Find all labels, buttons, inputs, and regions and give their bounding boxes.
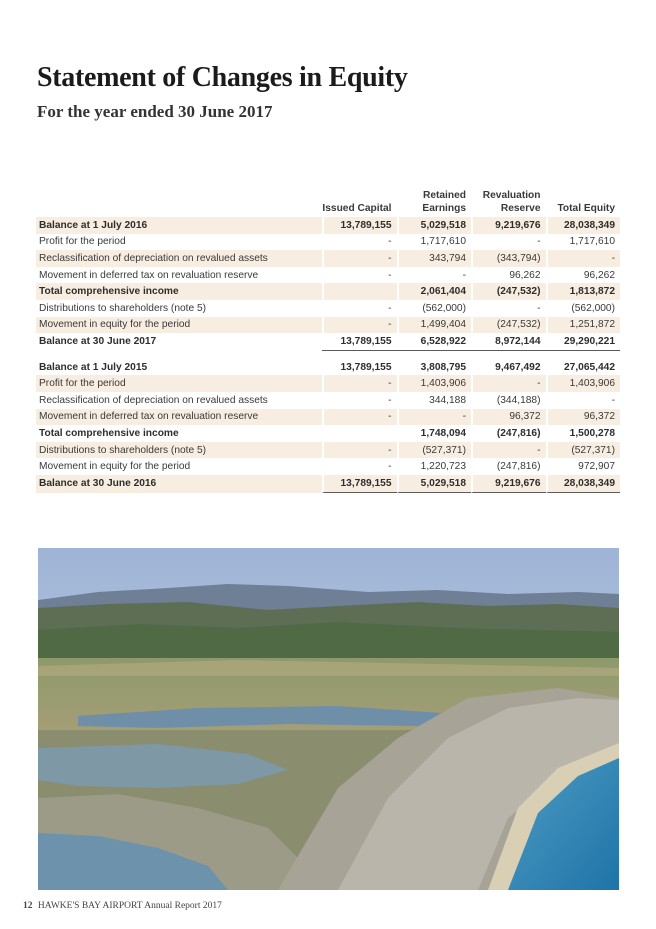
row-label: Balance at 30 June 2017 [39, 336, 157, 348]
value-cell: (527,371) [546, 442, 621, 459]
column-header-line: Earnings [422, 203, 466, 214]
section-spacer [36, 351, 620, 359]
column-header [322, 188, 397, 217]
value-cell: 972,907 [578, 461, 615, 473]
table-row [36, 333, 620, 351]
row-label: Balance at 1 July 2016 [36, 217, 322, 234]
page-title: Statement of Changes in Equity [37, 62, 408, 93]
value-cell: 28,038,349 [546, 475, 621, 493]
value-cell: - [462, 269, 466, 281]
value-cell: 1,813,872 [546, 283, 621, 300]
value-cell [322, 283, 397, 300]
table-row [36, 392, 620, 409]
row-label: Movement in equity for the period [36, 317, 322, 334]
value-cell: 9,219,676 [471, 475, 546, 493]
value-cell: - [388, 269, 392, 281]
value-cell: - [611, 394, 615, 406]
table-row [36, 458, 620, 475]
row-label: Movement in deferred tax on revaluation reserve [36, 409, 322, 426]
value-cell: 27,065,442 [564, 361, 615, 373]
value-cell: (562,000) [422, 302, 466, 314]
value-cell: 96,372 [546, 409, 621, 426]
value-cell: 1,499,404 [397, 317, 472, 334]
value-cell: - [546, 250, 621, 267]
table-row [36, 425, 620, 442]
value-cell: 28,038,349 [546, 217, 621, 234]
value-cell: (247,816) [496, 461, 541, 473]
value-cell: 1,220,723 [420, 461, 466, 473]
column-header-line: Retained [422, 190, 466, 201]
footer-report: Annual Report 2017 [144, 901, 222, 911]
aerial-landscape-image [38, 548, 619, 890]
value-cell: 13,789,155 [322, 333, 397, 351]
value-cell: (247,816) [496, 427, 541, 439]
row-label: Profit for the period [39, 236, 126, 248]
equity-table [36, 188, 620, 493]
value-cell: 6,528,922 [397, 333, 472, 351]
value-cell: 2,061,404 [397, 283, 472, 300]
value-cell: 8,972,144 [471, 333, 546, 351]
value-cell: - [388, 302, 392, 314]
row-label: Profit for the period [36, 375, 322, 392]
value-cell: - [397, 409, 472, 426]
value-cell: 1,748,094 [420, 427, 466, 439]
value-cell: - [388, 394, 392, 406]
column-header [397, 188, 472, 217]
value-cell: (247,532) [471, 283, 546, 300]
row-label: Reclassification of depreciation on revalued assets [39, 394, 268, 406]
row-label: Distributions to shareholders (note 5) [36, 442, 322, 459]
column-header-line: Issued Capital [322, 203, 392, 214]
value-cell: (343,794) [471, 250, 546, 267]
row-label: Movement in deferred tax on revaluation reserve [39, 269, 259, 281]
value-cell: - [388, 461, 392, 473]
value-cell: 1,717,610 [420, 236, 466, 248]
value-cell: - [388, 236, 392, 248]
table-row [36, 317, 620, 334]
value-cell: 96,262 [509, 269, 541, 281]
value-cell: 13,789,155 [322, 217, 397, 234]
value-cell: (344,188) [496, 394, 541, 406]
value-cell: 96,372 [471, 409, 546, 426]
table-row [36, 234, 620, 251]
spacer-cell [36, 351, 620, 359]
row-label: Distributions to shareholders (note 5) [39, 302, 207, 314]
value-cell: 1,717,610 [569, 236, 615, 248]
value-cell: - [322, 317, 397, 334]
page-subtitle: For the year ended 30 June 2017 [37, 102, 273, 121]
value-cell: 9,467,492 [495, 361, 541, 373]
row-label: Total comprehensive income [36, 283, 322, 300]
value-cell: 9,219,676 [471, 217, 546, 234]
value-cell: - [322, 409, 397, 426]
value-cell: 344,188 [429, 394, 466, 406]
footer-org: HAWKE'S BAY AIRPORT [37, 901, 143, 911]
value-cell: 343,794 [397, 250, 472, 267]
page-footer [23, 901, 222, 911]
value-cell: - [322, 442, 397, 459]
value-cell [322, 425, 397, 442]
column-header-line: Reserve [500, 203, 541, 214]
column-header [546, 188, 621, 217]
column-header-line: Revaluation [482, 190, 541, 201]
value-cell: - [322, 375, 397, 392]
value-cell: 1,251,872 [546, 317, 621, 334]
value-cell: 13,789,155 [322, 475, 397, 493]
value-cell: 13,789,155 [340, 361, 392, 373]
value-cell: 96,262 [583, 269, 615, 281]
table-row [36, 475, 620, 493]
equity-table-body [36, 217, 620, 493]
column-header [471, 188, 546, 217]
table-row [36, 359, 620, 376]
table-row [36, 250, 620, 267]
value-cell: - [537, 236, 541, 248]
value-cell: 5,029,518 [397, 217, 472, 234]
value-cell: 1,500,278 [569, 427, 615, 439]
value-cell: (562,000) [571, 302, 615, 314]
aerial-photo [38, 548, 619, 890]
value-cell: - [471, 375, 546, 392]
value-cell: - [322, 250, 397, 267]
value-cell: - [537, 302, 541, 314]
table-row [36, 375, 620, 392]
value-cell: 5,029,518 [397, 475, 472, 493]
table-row [36, 409, 620, 426]
row-label: Balance at 30 June 2016 [36, 475, 322, 493]
column-header-line: Total Equity [557, 203, 615, 214]
row-label: Total comprehensive income [39, 427, 179, 439]
page-number: 12 [23, 901, 33, 911]
table-row [36, 283, 620, 300]
row-label: Movement in equity for the period [39, 461, 191, 473]
value-cell: 1,403,906 [397, 375, 472, 392]
value-cell: 29,290,221 [546, 333, 621, 351]
table-row [36, 267, 620, 284]
value-cell: - [471, 442, 546, 459]
value-cell: (247,532) [471, 317, 546, 334]
row-label: Reclassification of depreciation on revalued assets [36, 250, 322, 267]
value-cell: 3,808,795 [420, 361, 466, 373]
table-row [36, 217, 620, 234]
row-label: Balance at 1 July 2015 [39, 361, 148, 373]
column-header-label [36, 188, 322, 217]
table-row [36, 300, 620, 317]
value-cell: (527,371) [397, 442, 472, 459]
equity-table-header [36, 188, 620, 217]
table-row [36, 442, 620, 459]
value-cell: 1,403,906 [546, 375, 621, 392]
